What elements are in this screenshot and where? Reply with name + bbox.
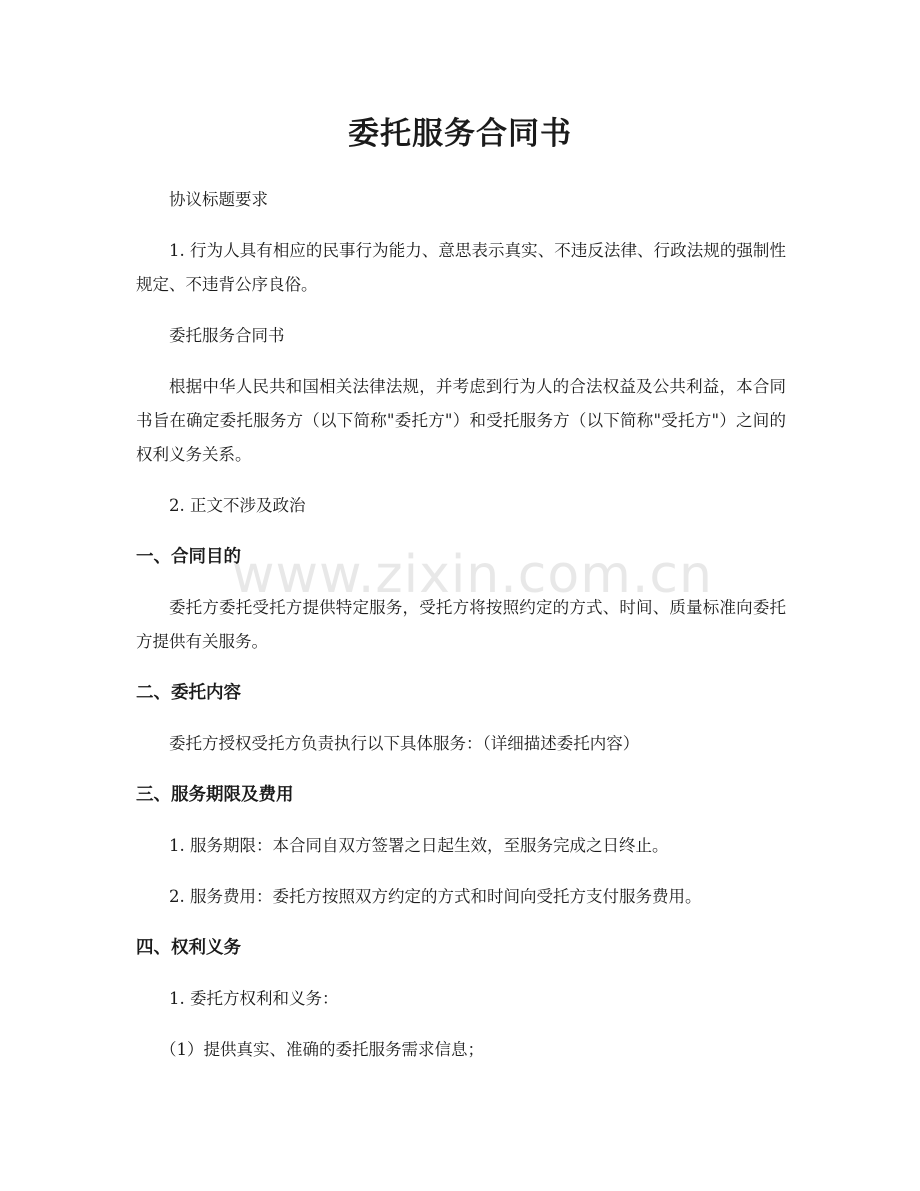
paragraph-content: 委托方授权受托方负责执行以下具体服务：（详细描述委托内容） bbox=[169, 734, 640, 753]
paragraph-service-term: 1. 服务期限：本合同自双方签署之日起生效，至服务完成之日终止。 bbox=[169, 836, 669, 855]
document-title: 委托服务合同书 bbox=[348, 116, 572, 152]
paragraph-agreement-title-requirement: 协议标题要求 bbox=[169, 190, 268, 209]
section-heading-content: 二、委托内容 bbox=[136, 683, 241, 703]
paragraph-purpose: 委托方委托受托方提供特定服务，受托方将按照约定的方式、时间、质量标准向委托方提供有关服务。 bbox=[136, 598, 786, 651]
paragraph-service-fee: 2. 服务费用：委托方按照双方约定的方式和时间向受托方支付服务费用。 bbox=[169, 887, 702, 906]
paragraph-requirement-1: 1. 行为人具有相应的民事行为能力、意思表示真实、不违反法律、行政法规的强制性规定、不违背公序良俗。 bbox=[136, 241, 786, 294]
watermark-text: www.zixin.com.cn bbox=[232, 545, 713, 605]
paragraph-requirement-2: 2. 正文不涉及政治 bbox=[169, 496, 306, 515]
section-heading-term-and-fees: 三、服务期限及费用 bbox=[136, 785, 294, 805]
paragraph-client-rights: 1. 委托方权利和义务： bbox=[169, 989, 339, 1008]
paragraph-subtitle: 委托服务合同书 bbox=[169, 326, 285, 345]
paragraph-preamble: 根据中华人民共和国相关法律法规，并考虑到行为人的合法权益及公共利益，本合同书旨在确定委托服务方（以下简称"委托方"）和受托服务方（以下简称"受托方"）之间的权利义务关系。 bbox=[136, 377, 786, 464]
section-heading-rights-obligations: 四、权利义务 bbox=[136, 938, 241, 958]
section-heading-purpose: 一、合同目的 bbox=[136, 547, 241, 567]
document-body bbox=[136, 183, 786, 1084]
paragraph-client-rights-item-1: （1）提供真实、准确的委托服务需求信息； bbox=[160, 1040, 484, 1059]
